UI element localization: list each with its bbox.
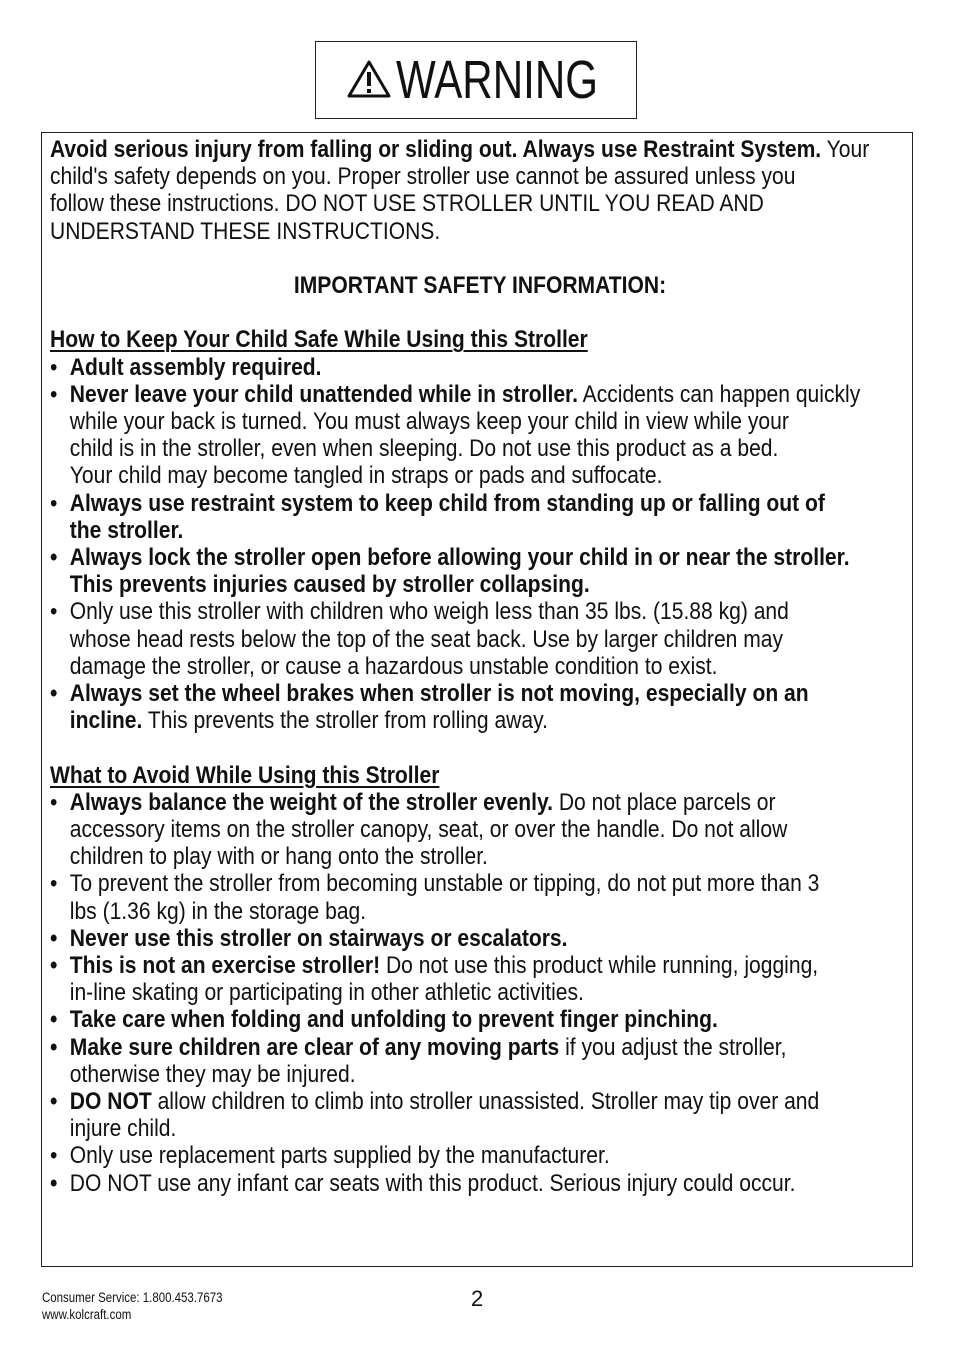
list-item: • Never use this stroller on stairways or escalators. bbox=[50, 924, 568, 952]
intro-line-1: Avoid serious injury from falling or sliding out. Always use Restraint System. Your bbox=[50, 136, 870, 163]
list-item: • Always use restraint system to keep child from standing up or falling out of the stroller. bbox=[50, 489, 825, 544]
warning-title: WARNING bbox=[395, 50, 598, 110]
safety-heading: IMPORTANT SAFETY INFORMATION: bbox=[293, 272, 667, 299]
list-item: • DO NOT use any infant car seats with this product. Serious injury could occur. bbox=[50, 1169, 796, 1197]
list-item: • DO NOT allow children to climb into stroller unassisted. Stroller may tip over and injure child. bbox=[50, 1088, 820, 1143]
list-item: • To prevent the stroller from becoming unstable or tipping, do not put more than 3 lbs (1.36 kg) in the storage bag. bbox=[50, 870, 820, 925]
list-item: • Only use replacement parts supplied by the manufacturer. bbox=[50, 1142, 610, 1170]
section-heading-avoid: What to Avoid While Using this Stroller bbox=[50, 761, 440, 789]
list-item: • Take care when folding and unfolding to prevent finger pinching. bbox=[50, 1006, 718, 1034]
list-item: • Always lock the stroller open before allowing your child in or near the stroller. This prevents injuries caused by stroller collapsing. bbox=[50, 544, 850, 599]
website-link: www.kolcraft.com bbox=[42, 1307, 132, 1322]
warning-triangle-icon bbox=[346, 59, 392, 99]
list-item: • Adult assembly required. bbox=[50, 353, 322, 381]
list-item: • This is not an exercise stroller! Do not use this product while running, jogging, in-line skating or participating in other athletic activities. bbox=[50, 952, 819, 1007]
list-item: • Only use this stroller with children who weigh less than 35 lbs. (15.88 kg) and whose head rests below the top of the seat back. Use by larger children may damage the stroller, or cause a hazardous unstable condition to exist. bbox=[50, 598, 789, 680]
intro-line-2: child's safety depends on you. Proper stroller use cannot be assured unless you bbox=[50, 163, 796, 191]
consumer-service-phone: Consumer Service: 1.800.453.7673 bbox=[42, 1290, 223, 1305]
instructions-content bbox=[50, 136, 893, 1197]
list-item: • Make sure children are clear of any moving parts if you adjust the stroller, otherwise they may be injured. bbox=[50, 1033, 787, 1088]
list-item: • Never leave your child unattended while in stroller. Accidents can happen quickly while your back is turned. You must always keep your child in view while your child is in the stroller, even when sleeping. Do not use this product as a bed. Your child may become tangled in straps or pads and suffocate. bbox=[50, 380, 861, 490]
footer-contact bbox=[42, 1289, 223, 1323]
list-item: • Always balance the weight of the stroller evenly. Do not place parcels or accessory items on the stroller canopy, seat, or over the handle. Do not allow children to play with or hang onto the stroller. bbox=[50, 788, 788, 871]
page-number: 2 bbox=[471, 1286, 484, 1311]
intro-line-3: follow these instructions. DO NOT USE STROLLER UNTIL YOU READ AND bbox=[50, 190, 764, 218]
intro-line-4: UNDERSTAND THESE INSTRUCTIONS. bbox=[50, 217, 441, 245]
section-heading-keep-safe: How to Keep Your Child Safe While Using this Stroller bbox=[50, 326, 588, 354]
list-item: • Always set the wheel brakes when stroller is not moving, especially on an incline. This prevents the stroller from rolling away. bbox=[50, 680, 809, 735]
warning-header bbox=[315, 41, 637, 119]
